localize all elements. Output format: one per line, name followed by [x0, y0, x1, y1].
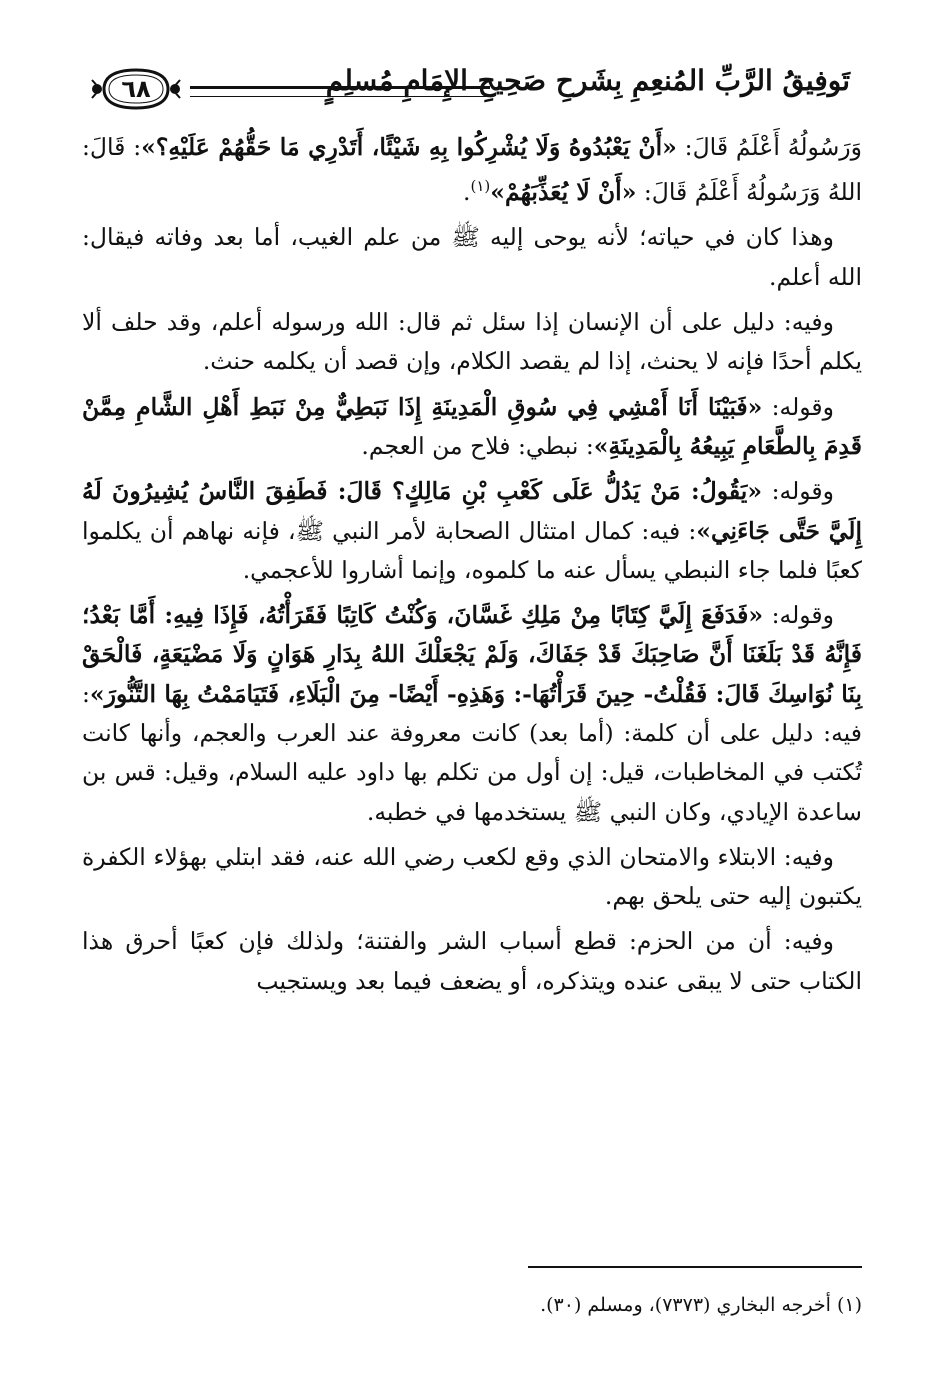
footnote-divider	[528, 1266, 862, 1268]
paragraph	[82, 596, 862, 832]
commentary-text: : فيه: دليل على أن كلمة: (أما بعد) كانت معروفة عند العرب والعجم، وأنها كانت تُكتب في المخاطبات، قيل: إن أول من تكلم بها داود عليه السلام، وقيل: قس بن ساعدة الإيادي، وكان النبي ﷺ يستخدمها في خطبه.	[82, 679, 862, 826]
footnote-ref: (١)	[470, 177, 491, 196]
commentary-text: .	[462, 178, 471, 207]
paragraph	[82, 303, 862, 382]
commentary-text: : قَالَ: اللهُ وَرَسُولُهُ أَعْلَمُ قَالَ:	[82, 133, 862, 207]
page-body	[82, 128, 862, 1007]
commentary-text: وفيه: أن من الحزم: قطع أسباب الشر والفتنة؛ ولذلك فإن كعبًا أحرق هذا الكتاب حتى لا يبقى عنده ويتذكره، أو يضعف فيما بعد ويستجيب	[82, 927, 862, 995]
page-number: ٦٨	[121, 75, 151, 103]
footnote	[82, 1294, 862, 1316]
paragraph	[82, 128, 862, 212]
paragraph	[82, 472, 862, 590]
commentary-text: وفيه: دليل على أن الإنسان إذا سئل ثم قال: الله ورسوله أعلم، وقد حلف ألا يكلم أحدًا فإنه لا يحنث، إذا لم يقصد الكلام، وإن قصد أن يكلمه حنث.	[82, 308, 862, 376]
hadith-quote: «أَنْ يَعْبُدُوهُ وَلَا يُشْرِكُوا بِهِ شَيْئًا، أَتَدْرِي مَا حَقُّهُمْ عَلَيْهِ؟»	[141, 133, 677, 161]
paragraph	[82, 218, 862, 297]
commentary-text: وفيه: الابتلاء والامتحان الذي وقع لكعب رضي الله عنه، فقد ابتلي بهؤلاء الكفرة يكتبون إليه حتى يلحق بهم.	[82, 842, 862, 911]
paragraph	[82, 388, 862, 467]
commentary-text: وَرَسُولُهُ أَعْلَمُ قَالَ:	[676, 133, 863, 161]
hadith-quote: «يَقُولُ: مَنْ يَدُلُّ عَلَى كَعْبِ بْنِ مَالِكٍ؟ قَالَ: فَطَفِقَ النَّاسُ يُشِيرُونَ لَهُ إِلَيَّ حَتَّى جَاءَنِي»	[82, 477, 862, 545]
footnote-text: أخرجه البخاري (٧٣٧٣)، ومسلم (٣٠).	[540, 1294, 831, 1316]
paragraph	[82, 922, 862, 1001]
commentary-text: : نبطي: فلاح من العجم.	[361, 431, 594, 460]
commentary-text: : فيه: كمال امتثال الصحابة لأمر النبي ﷺ، فإنه نهاهم أن يكلموا كعبًا فلما جاء النبطي يسأل عنه ما كلموه، وإنما أشاروا للأعجمي.	[82, 516, 862, 584]
commentary-text: وقوله:	[762, 392, 834, 421]
hadith-quote: «فَدَفَعَ إِلَيَّ كِتَابًا مِنْ مَلِكِ غَسَّانَ، وَكُنْتُ كَاتِبًا فَقَرَأْتُهُ، فَإِذَا فِيهِ: أَمَّا بَعْدُ؛ فَإِنَّهُ قَدْ بَلَغَنَا أَنَّ صَاحِبَكَ قَدْ جَفَاكَ، وَلَمْ يَجْعَلْكَ اللهُ بِدَارِ هَوَانٍ وَلَا مَضْيَعَةٍ، فَالْحَقْ بِنَا نُوَاسِكَ قَالَ: فَقُلْتُ- حِينَ قَرَأْتُهَا-: وَهَذِهِ- أَيْضًا- مِنَ الْبَلَاءِ، فَتَيَامَمْتُ بِهَا التَّنُّورَ»	[82, 601, 862, 708]
book-title: تَوفِيقُ الرَّبِّ المُنعِمِ بِشَرحِ صَحِيحِ الإِمَامِ مُسلِمٍ	[325, 64, 850, 97]
page-number-badge	[90, 66, 182, 112]
footnote-marker: (١)	[836, 1294, 862, 1316]
commentary-text: وقوله:	[762, 477, 835, 506]
hadith-quote: «فَبَيْنَا أَنَا أَمْشِي فِي سُوقِ الْمَدِينَةِ إِذَا نَبَطِيٌّ مِنْ نَبَطِ أَهْلِ الشَّامِ مِمَّنْ قَدِمَ بِالطَّعَامِ يَبِيعُهُ بِالْمَدِينَةِ»	[82, 392, 862, 460]
commentary-text: وهذا كان في حياته؛ لأنه يوحى إليه ﷺ من علم الغيب، أما بعد وفاته فيقال: الله أعلم.	[82, 223, 862, 291]
page-header	[90, 62, 850, 120]
hadith-quote: «أَنْ لَا يُعَذِّبَهُمْ»	[490, 178, 637, 207]
commentary-text: وقوله:	[763, 601, 834, 630]
paragraph	[82, 838, 862, 917]
